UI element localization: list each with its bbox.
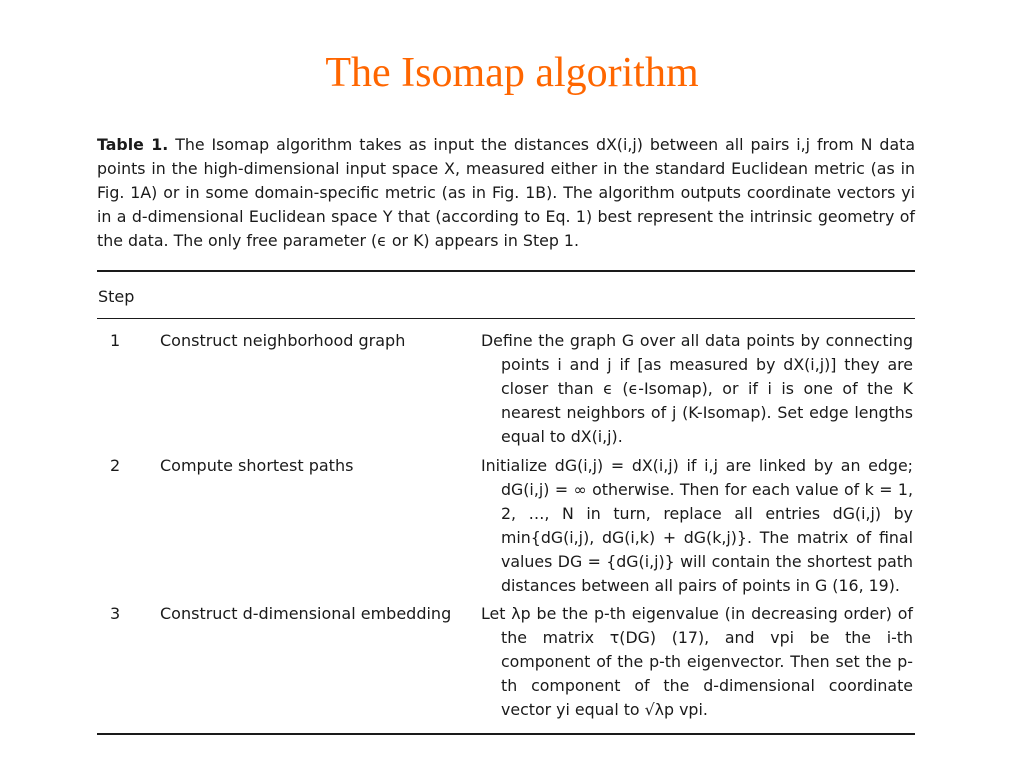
step-3-name: Construct d-dimensional embedding bbox=[160, 604, 452, 623]
table-top-rule bbox=[97, 270, 915, 272]
column-header-step: Step bbox=[98, 287, 135, 306]
caption-text: The Isomap algorithm takes as input the distances dX(i,j) between all pairs i,j from N data points in the high-dimensional input space X, measured either in the standard Euclidean metric (as in Fig. 1A) or in some domain-specific metric (as in Fig. 1B). The algorithm outputs coordinate vectors yi in a d-dimensional Euclidean space Y that (according to Eq. 1) best represent the intrinsic geometry of the data. The only free parameter (ϵ or K) appears in Step 1. bbox=[97, 135, 916, 250]
table-caption bbox=[97, 133, 915, 253]
step-3-description: Let λp be the p-th eigenvalue (in decreasing order) of the matrix τ(DG) (17), and vpi be the i-th component of the p-th eigenvector. Then set the p-th component of the d-dimensional coordinate vector yi equal to √λp vpi. bbox=[481, 604, 913, 719]
step-1-name: Construct neighborhood graph bbox=[160, 331, 406, 350]
caption-label: Table 1. bbox=[97, 135, 169, 154]
step-1-description: Define the graph G over all data points by connecting points i and j if [as measured by dX(i,j)] they are closer than ϵ (ϵ-Isomap), or if i is one of the K nearest neighbors of j (K-Isomap). Set edge lengths equal to dX(i,j). bbox=[481, 331, 913, 446]
step-3-number: 3 bbox=[110, 604, 121, 623]
step-2-name: Compute shortest paths bbox=[160, 456, 354, 475]
table-bottom-rule bbox=[97, 733, 915, 735]
step-2-description: Initialize dG(i,j) = dX(i,j) if i,j are linked by an edge; dG(i,j) = ∞ otherwise. Then for each value of k = 1, 2, …, N in turn, replace all entries dG(i,j) by min{dG(i,j), dG(i,k) + dG(k,j)}. The matrix of final values DG = {dG(i,j)} will contain the shortest path distances between all pairs of points in G (16, 19). bbox=[481, 456, 913, 595]
table-header-rule bbox=[97, 318, 915, 319]
slide-title: The Isomap algorithm bbox=[325, 50, 699, 96]
step-1-number: 1 bbox=[110, 331, 121, 350]
step-2-number: 2 bbox=[110, 456, 121, 475]
